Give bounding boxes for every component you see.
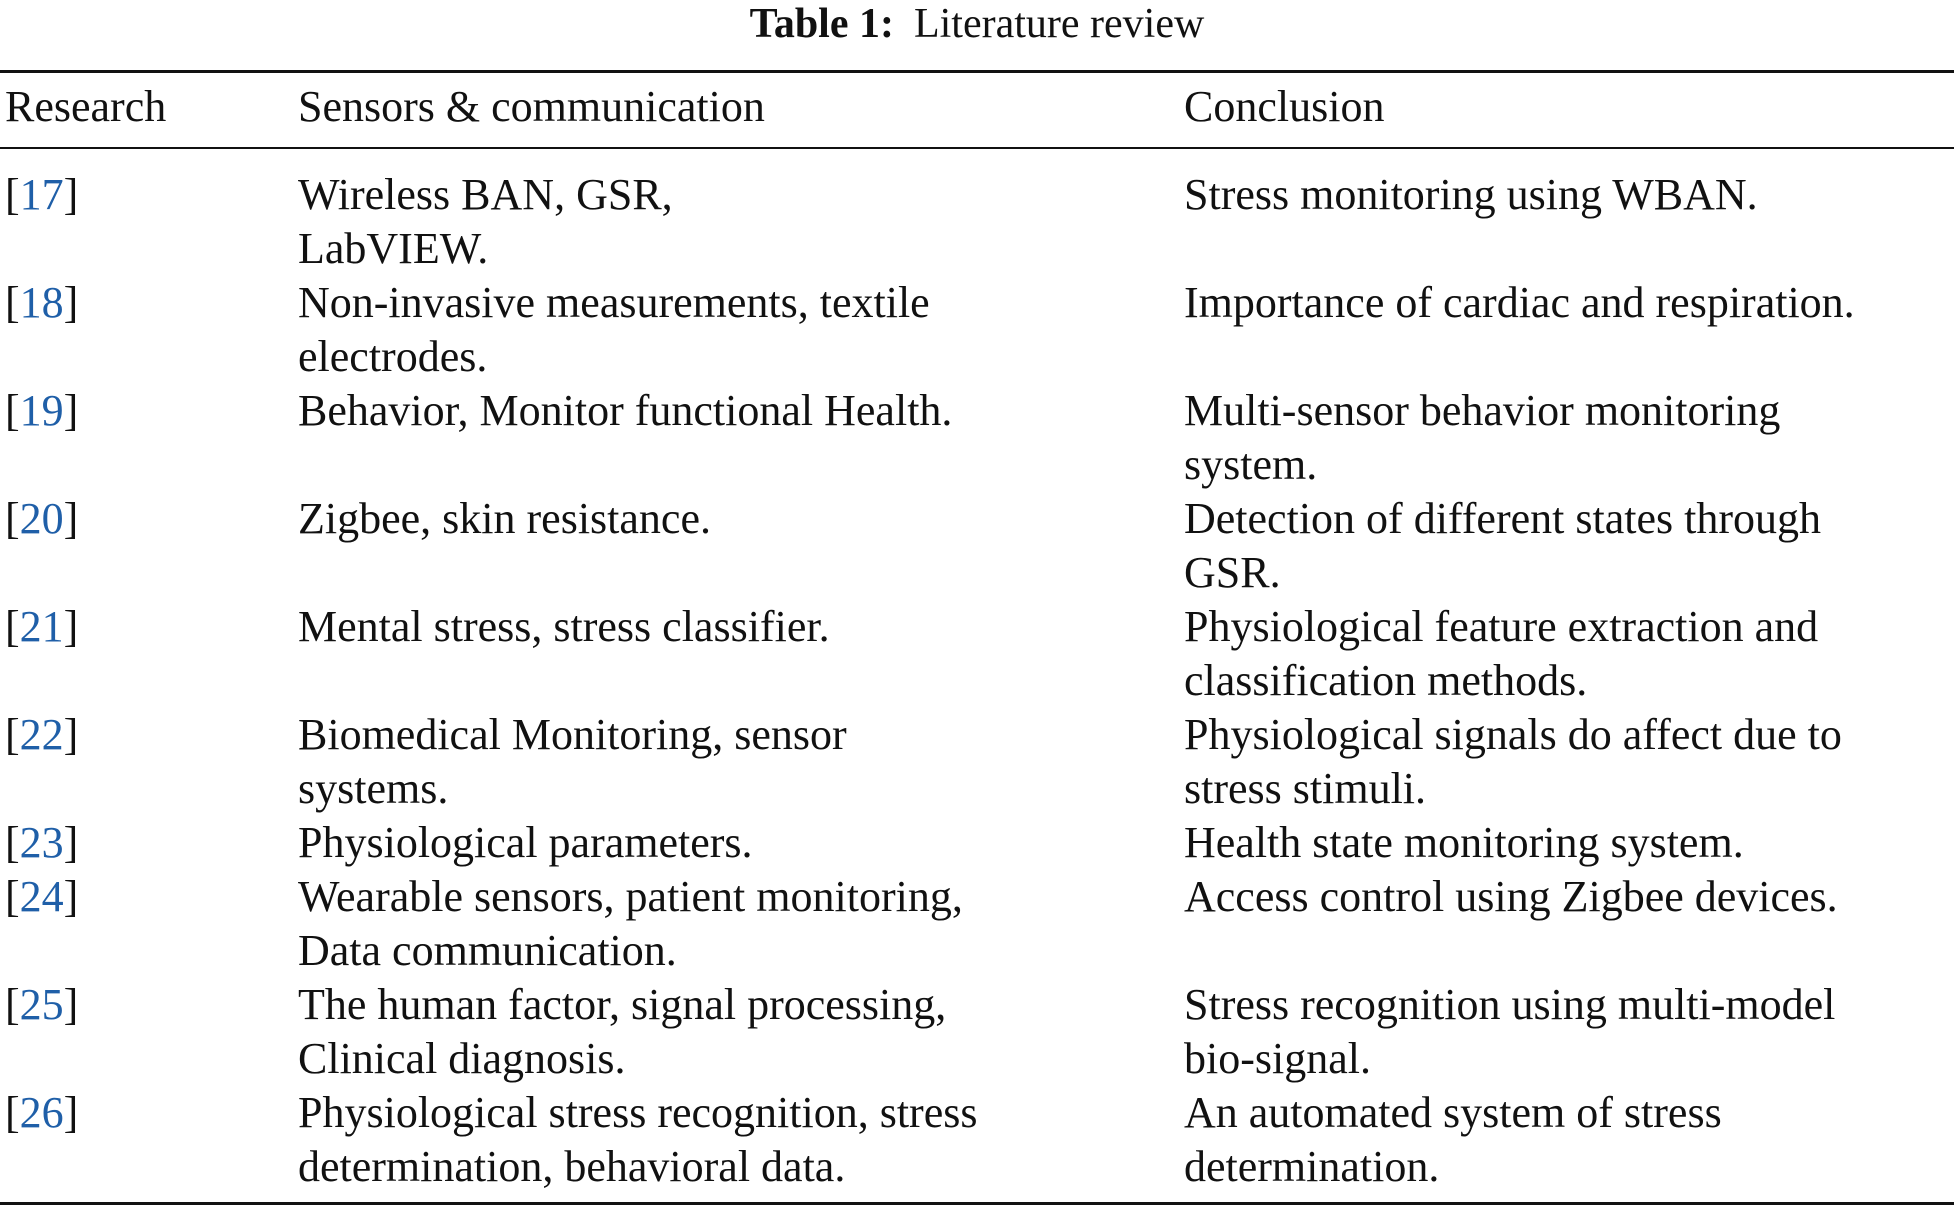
reference-cell [5,816,78,870]
table-row [0,1086,1954,1194]
sensors-cell [298,816,1058,870]
reference-link[interactable]: 25 [19,980,64,1029]
table-row [0,384,1954,492]
conclusion-text-line: Detection of different states through [1184,494,1821,543]
conclusion-text-line: Stress monitoring using WBAN. [1184,170,1758,219]
reference-close-bracket: ] [63,710,79,759]
reference-close-bracket: ] [63,872,79,921]
reference-cell [5,870,78,924]
sensors-text-line: determination, behavioral data. [298,1142,846,1191]
sensors-text-line: Wearable sensors, patient monitoring, [298,872,963,921]
sensors-cell [298,168,1058,276]
reference-link[interactable]: 22 [19,710,64,759]
sensors-text-line: systems. [298,764,449,813]
reference-cell [5,276,78,330]
sensors-text-line: electrodes. [298,332,488,381]
sensors-text-line: Biomedical Monitoring, sensor [298,710,847,759]
conclusion-text-line: system. [1184,440,1318,489]
conclusion-cell [1184,384,1954,492]
sensors-cell [298,384,1058,438]
reference-open-bracket: [ [5,494,20,543]
sensors-text-line: Physiological stress recognition, stress [298,1088,978,1137]
conclusion-text-line: stress stimuli. [1184,764,1427,813]
conclusion-text-line: Multi-sensor behavior monitoring [1184,386,1781,435]
table-row [0,492,1954,600]
sensors-cell [298,600,1058,654]
reference-close-bracket: ] [63,818,79,867]
reference-cell [5,168,78,222]
sensors-text-line: Non-invasive measurements, textile [298,278,930,327]
reference-cell [5,978,78,1032]
conclusion-cell [1184,1086,1954,1194]
sensors-text-line: Zigbee, skin resistance. [298,494,711,543]
reference-close-bracket: ] [63,170,79,219]
conclusion-text-line: Physiological feature extraction and [1184,602,1819,651]
conclusion-text-line: bio-signal. [1184,1034,1371,1083]
table-row [0,276,1954,384]
conclusion-cell [1184,708,1954,816]
sensors-text-line: Behavior, Monitor functional Health. [298,386,953,435]
reference-close-bracket: ] [63,494,79,543]
table-row [0,816,1954,870]
conclusion-cell [1184,492,1954,600]
reference-link[interactable]: 23 [19,818,64,867]
conclusion-cell [1184,168,1954,222]
sensors-text-line: Data communication. [298,926,677,975]
reference-cell [5,384,78,438]
reference-open-bracket: [ [5,1088,20,1137]
reference-open-bracket: [ [5,818,20,867]
conclusion-text-line: Stress recognition using multi-model [1184,980,1836,1029]
reference-open-bracket: [ [5,386,20,435]
table-row [0,978,1954,1086]
reference-cell [5,600,78,654]
table-row [0,708,1954,816]
reference-open-bracket: [ [5,602,20,651]
conclusion-text-line: Access control using Zigbee devices. [1184,872,1838,921]
table-caption-title: Literature review [913,1,1205,47]
conclusion-text-line: Importance of cardiac and respiration. [1184,278,1855,327]
reference-cell [5,492,78,546]
sensors-cell [298,276,1058,384]
table-header-rule [0,147,1954,149]
sensors-cell [298,870,1058,978]
sensors-text-line: LabVIEW. [298,224,489,273]
reference-cell [5,708,78,762]
reference-close-bracket: ] [63,278,79,327]
reference-link[interactable]: 20 [19,494,64,543]
reference-open-bracket: [ [5,278,20,327]
reference-close-bracket: ] [63,602,79,651]
sensors-text-line: Mental stress, stress classifier. [298,602,830,651]
conclusion-cell [1184,276,1954,330]
reference-close-bracket: ] [63,980,79,1029]
table-row [0,168,1954,276]
reference-close-bracket: ] [63,1088,79,1137]
table-caption-label: Table 1: [749,1,894,47]
reference-link[interactable]: 24 [19,872,64,921]
sensors-text-line: Wireless BAN, GSR, [298,170,673,219]
table-row [0,600,1954,708]
header-sensors-communication: Sensors & communication [298,82,765,131]
sensors-cell [298,978,1058,1086]
sensors-text-line: Physiological parameters. [298,818,753,867]
reference-open-bracket: [ [5,872,20,921]
conclusion-cell [1184,870,1954,924]
sensors-cell [298,1086,1058,1194]
reference-close-bracket: ] [63,386,79,435]
reference-link[interactable]: 21 [19,602,64,651]
conclusion-text-line: classification methods. [1184,656,1588,705]
reference-open-bracket: [ [5,170,20,219]
sensors-cell [298,708,1058,816]
table-row [0,870,1954,978]
reference-link[interactable]: 26 [19,1088,64,1137]
reference-link[interactable]: 17 [19,170,64,219]
conclusion-cell [1184,978,1954,1086]
conclusion-text-line: Health state monitoring system. [1184,818,1744,867]
header-conclusion: Conclusion [1184,82,1385,131]
conclusion-text-line: GSR. [1184,548,1281,597]
table-caption [0,0,1954,52]
header-research: Research [5,82,167,131]
reference-open-bracket: [ [5,710,20,759]
sensors-text-line: Clinical diagnosis. [298,1034,626,1083]
reference-link[interactable]: 19 [19,386,64,435]
table-body [0,168,1954,1194]
reference-cell [5,1086,78,1140]
conclusion-text-line: An automated system of stress [1184,1088,1722,1137]
reference-open-bracket: [ [5,980,20,1029]
sensors-text-line: The human factor, signal processing, [298,980,947,1029]
sensors-cell [298,492,1058,546]
conclusion-text-line: determination. [1184,1142,1440,1191]
table-header-row [0,73,1954,147]
conclusion-cell [1184,600,1954,708]
reference-link[interactable]: 18 [19,278,64,327]
conclusion-text-line: Physiological signals do affect due to [1184,710,1842,759]
table-bottom-rule [0,1202,1954,1205]
conclusion-cell [1184,816,1954,870]
